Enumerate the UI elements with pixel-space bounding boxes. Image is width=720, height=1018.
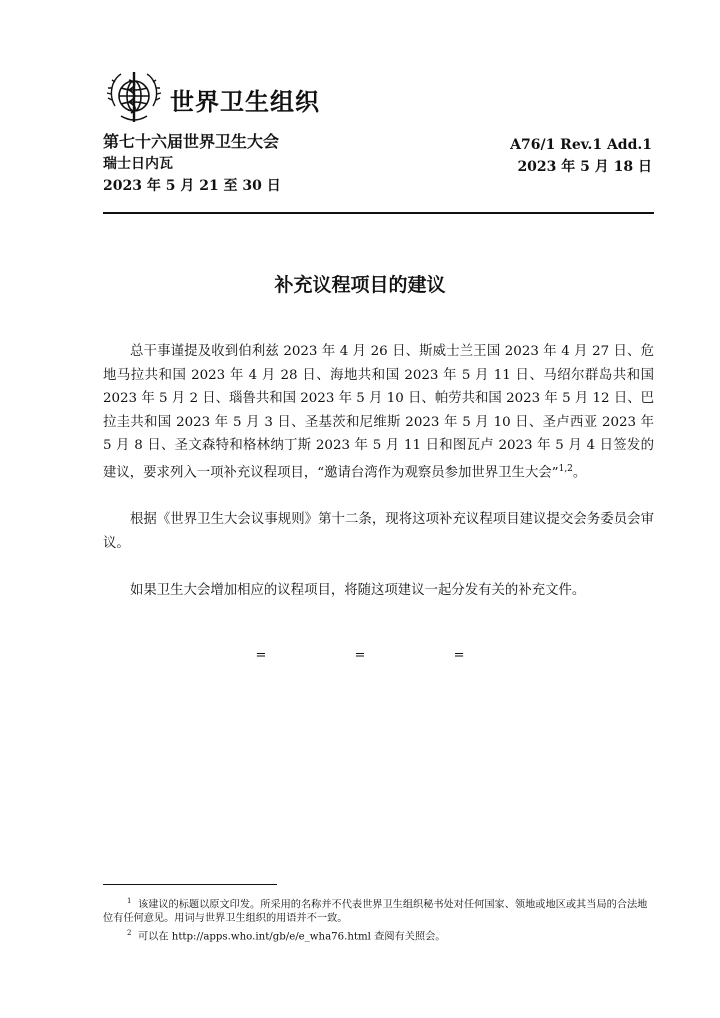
separator-mark: =	[255, 648, 267, 663]
footnote-2	[103, 926, 654, 944]
org-name: 世界卫生组织	[170, 88, 320, 116]
footnote-ref: 1,2	[558, 463, 573, 474]
document-info	[510, 134, 652, 178]
footnote-divider	[103, 884, 277, 885]
footnote-mark: 2	[127, 929, 132, 938]
header-divider	[103, 212, 654, 214]
who-emblem-icon	[103, 66, 165, 128]
end-separator	[0, 648, 720, 663]
document-number: A76/1 Rev.1 Add.1	[510, 137, 652, 153]
paragraph-2: 根据《世界卫生大会议事规则》第十二条，现将这项补充议程项目建议提交会务委员会审议。	[103, 512, 654, 551]
separator-mark: =	[354, 648, 366, 663]
footnote-text: 可以在 http://apps.who.int/gb/e/e_wha76.html 查阅有关照会。	[137, 931, 446, 943]
assembly-name: 第七十六届世界卫生大会	[103, 132, 280, 151]
meeting-info	[103, 131, 281, 197]
footnotes	[103, 894, 654, 945]
document-date: 2023 年 5 月 18 日	[517, 159, 652, 175]
paragraph-1-end: 。	[572, 464, 587, 480]
footnote-mark: 1	[127, 897, 132, 905]
document-title: 补充议程项目的建议	[274, 274, 446, 296]
document-body	[103, 340, 654, 627]
meeting-location: 瑞士日内瓦	[103, 156, 173, 172]
meeting-dates: 2023 年 5 月 21 至 30 日	[103, 178, 281, 194]
paragraph-1-text: 总干事谨提及收到伯利兹 2023 年 4 月 26 日、斯威士兰王国 2023 年 4 月 27 日、危地马拉共和国 2023 年 4 月 28 日、海地共和国 2023 年 5 月 11 日、马绍尔群岛共和国 2023 年 5 月 2 日、瑙鲁共和国 2023 年 5 月 10 日、帕劳共和国 2023 年 5 月 12 日、巴拉圭共和国 2023 年 5 月 3 日、圣基茨和尼维斯 2023 年 5 月 10 日、圣卢西亚 2023 年 5 月 8 日、圣文森特和格林纳丁斯 2023 年 5 月 11 日和图瓦卢 2023 年 5 月 4 日签发的建议，要求列入一项补充议程项目，“邀请台湾作为观察员参加世界卫生大会”	[103, 344, 654, 480]
footnote-text: 该建议的标题以原文印发。所采用的名称并不代表世界卫生组织秘书处对任何国家、领地或地区或其当局的合法地位有任何意见。用词与世界卫生组织的用语并不一致。	[103, 899, 648, 925]
paragraph-1	[103, 340, 654, 484]
footnote-1	[103, 894, 654, 926]
paragraph-3: 如果卫生大会增加相应的议程项目，将随这项建议一起分发有关的补充文件。	[130, 583, 586, 599]
separator-mark: =	[453, 648, 465, 663]
